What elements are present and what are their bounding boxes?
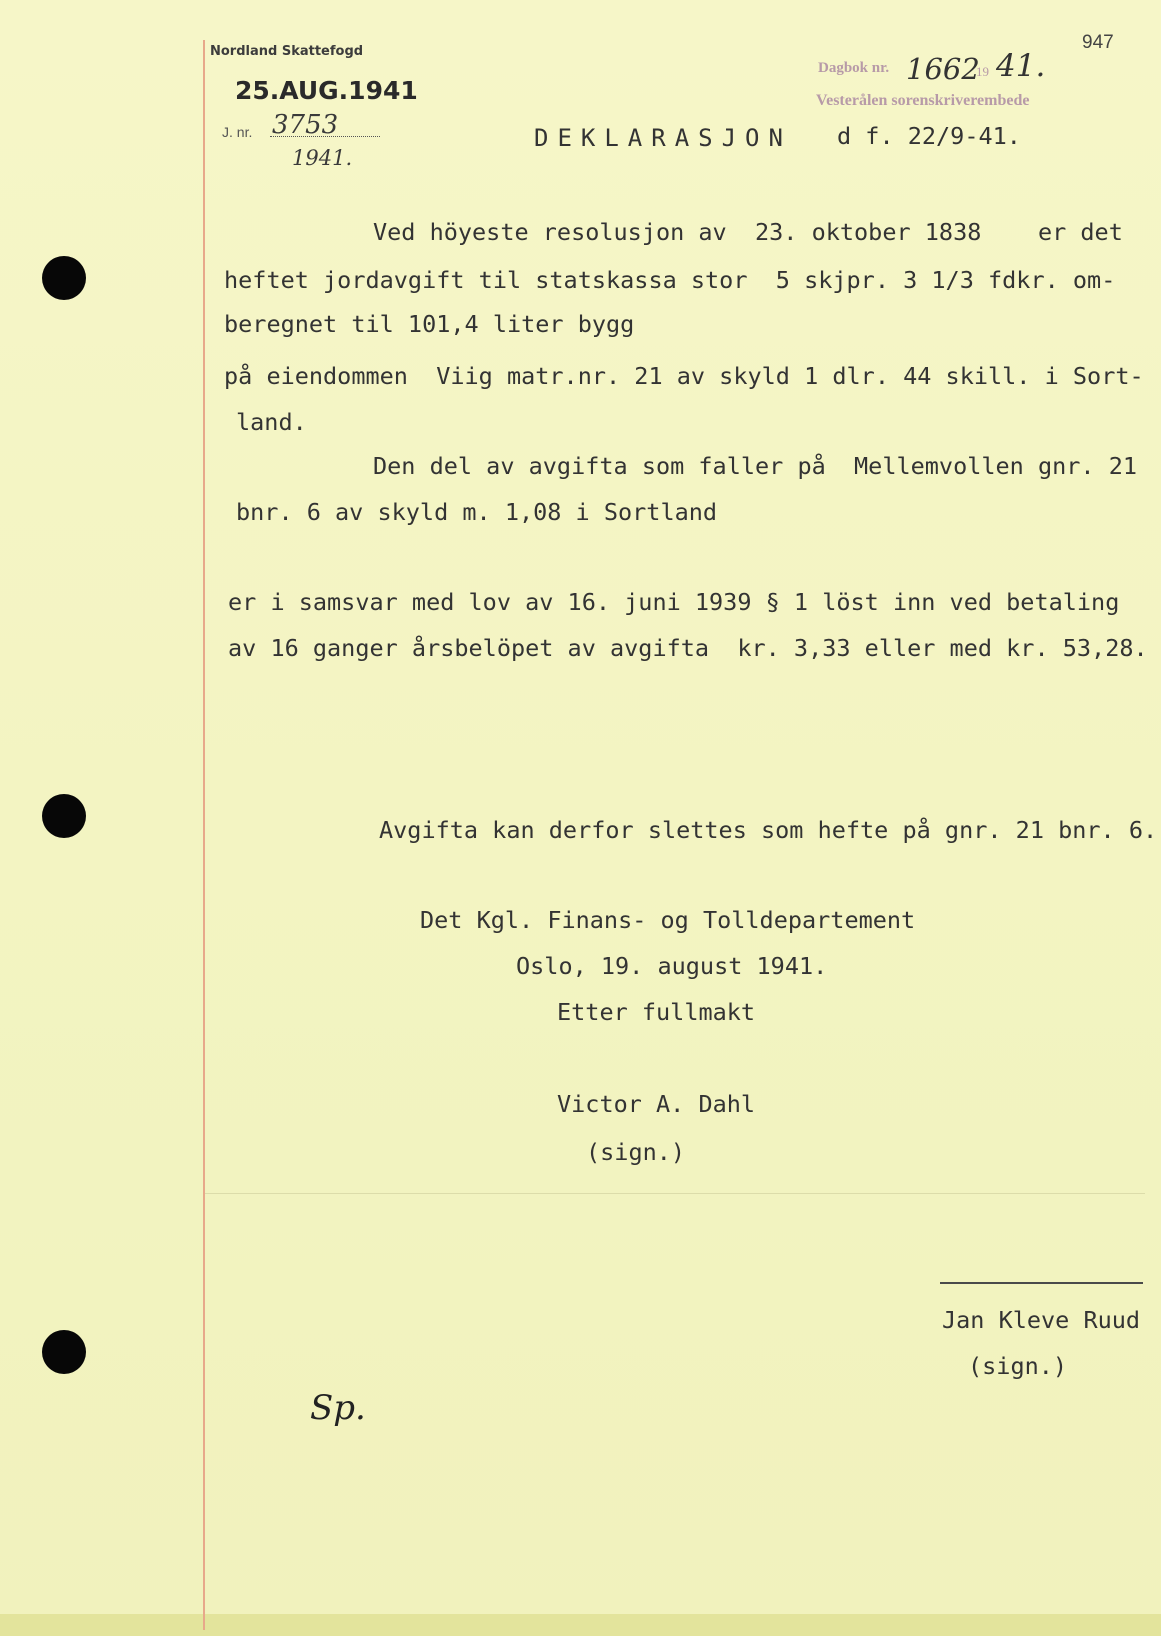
body-line: er i samsvar med lov av 16. juni 1939 § 1 löst inn ved betaling [228, 588, 1120, 616]
dagbok-year: 41. [996, 48, 1046, 84]
fold-line [205, 1193, 1145, 1194]
department-name: Det Kgl. Finans- og Tolldepartement [420, 906, 916, 934]
handwritten-initials: Sp. [310, 1388, 366, 1428]
dagbok-label: Dagbok nr. [818, 60, 890, 76]
punch-hole [42, 794, 86, 838]
place-date: Oslo, 19. august 1941. [516, 952, 828, 980]
body-line: bnr. 6 av skyld m. 1,08 i Sortland [236, 498, 718, 526]
second-signer-name: Jan Kleve Ruud [942, 1306, 1141, 1334]
journal-number: 3753 [272, 110, 339, 140]
dagbok-number: 1662 [906, 52, 980, 86]
stamp-office: Nordland Skattefogd [210, 44, 364, 59]
stamp-journal-label: J. nr. [222, 124, 253, 140]
sign-note: (sign.) [586, 1138, 686, 1166]
dagbok-year-prefix: 19 [976, 64, 989, 79]
title-date-note: d f. 22/9-41. [837, 122, 1021, 150]
journal-year: 1941. [292, 146, 353, 170]
punch-hole [42, 256, 86, 300]
signer-name: Victor A. Dahl [557, 1090, 756, 1118]
page-edge [0, 1614, 1161, 1636]
margin-line [203, 40, 205, 1630]
body-line: på eiendommen Viig matr.nr. 21 av skyld 1 dlr. 44 skill. i Sort- [224, 362, 1144, 390]
body-line: Den del av avgifta som faller på Mellemvollen gnr. 21 [373, 452, 1138, 480]
body-line: beregnet til 101,4 liter bygg [224, 310, 635, 338]
body-line: av 16 ganger årsbelöpet av avgifta kr. 3,33 eller med kr. 53,28. [228, 634, 1148, 662]
document-title: DEKLARASJON [534, 124, 792, 152]
body-line: heftet jordavgift til statskassa stor 5 skjpr. 3 1/3 fdkr. om- [224, 266, 1116, 294]
body-line: Ved höyeste resolusjon av 23. oktober 1838 er det [373, 218, 1123, 246]
body-line: land. [236, 408, 307, 436]
body-line: Avgifta kan derfor slettes som hefte på gnr. 21 bnr. 6. [379, 816, 1158, 844]
signature-rule [940, 1282, 1143, 1284]
punch-hole [42, 1330, 86, 1374]
second-sign-note: (sign.) [968, 1352, 1068, 1380]
stamp-date: 25.AUG.1941 [235, 76, 418, 105]
authority-line: Etter fullmakt [557, 998, 756, 1026]
dagbok-office: Vesterålen sorenskriverembede [816, 92, 1030, 109]
page-number: 947 [1082, 32, 1114, 53]
